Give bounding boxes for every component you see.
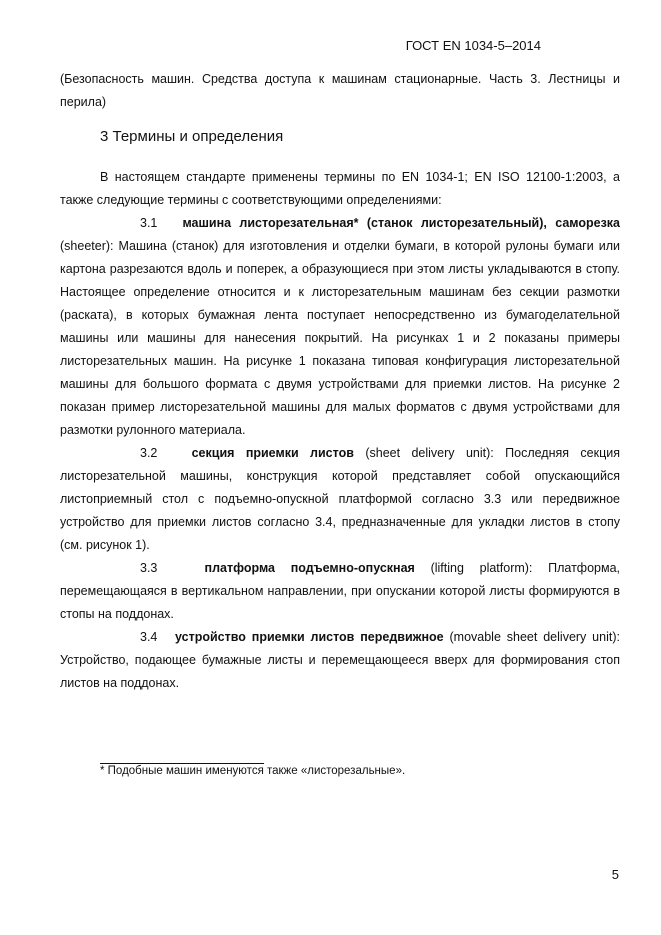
footnote-text: * Подобные машин именуются также «листорезальные». xyxy=(100,765,406,777)
title-continuation xyxy=(60,68,620,114)
footnote-divider xyxy=(100,763,264,764)
section-title: 3 Термины и определения xyxy=(100,128,284,145)
section-body xyxy=(60,166,620,695)
term-number: 3.1 xyxy=(140,216,158,230)
term-3-3 xyxy=(60,557,620,626)
term-name: машина листорезательная* (станок листорезательный), саморезка xyxy=(182,216,620,230)
term-definition: (sheeter): Машина (станок) для изготовления и отделки бумаги, в которой рулоны бумаги или картона разрезаются вдоль и поперек, а образующиеся при этом листы укладываются в стопу. Настоящее определение относится и к листорезательным машинам без секции размотки (раската), в которых бумажная лента поступает непосредственно из бумагоделательной машины или машины для нанесения покрытий. На рисунках 1 и 2 показаны примеры листорезательных машин. На рисунке 1 показана типовая конфигурация листорезательной машины для большого формата с двумя устройствами для приемки листов. На рисунке 2 показан пример листорезательной машины для малых форматов с двумя устройствами для размотки рулонного материала. xyxy=(60,239,620,437)
term-name: платформа подъемно-опускная xyxy=(204,561,415,575)
term-number: 3.3 xyxy=(140,561,158,575)
document-code-header: ГОСТ EN 1034-5–2014 xyxy=(405,38,541,53)
term-definition: (lifting platform): Платформа, перемещающаяся в вертикальном направлении, при опускании которой листы формируются в стопы на поддонах. xyxy=(60,561,621,621)
term-3-1 xyxy=(60,212,620,442)
term-3-4 xyxy=(60,626,620,695)
previous-title-text: (Безопасность машин. Средства доступа к машинам стационарные. Часть 3. Лестницы и перила) xyxy=(60,72,620,109)
term-name: устройство приемки листов передвижное xyxy=(175,630,444,644)
term-3-2 xyxy=(60,442,620,557)
term-name: секция приемки листов xyxy=(191,446,354,460)
term-definition: (movable sheet delivery unit): Устройство, подающее бумажные листы и перемещающееся вверх для формирования стоп листов на поддонах. xyxy=(60,630,620,690)
section-lead-paragraph: В настоящем стандарте применены термины по EN 1034-1; EN ISO 12100-1:2003, а также следующие термины с соответствующими определениями: xyxy=(60,170,620,207)
term-definition: (sheet delivery unit): Последняя секция листорезательной машины, конструкция которой представляет собой опускающийся листоприемный стол с подъемно-опускной платформой согласно 3.3 или передвижное устройство для приемки листов согласно 3.4, предназначенные для укладки листов в стопу (см. рисунок 1). xyxy=(60,446,621,552)
page-number: 5 xyxy=(611,867,619,882)
term-number: 3.2 xyxy=(140,446,158,460)
term-number: 3.4 xyxy=(140,630,158,644)
